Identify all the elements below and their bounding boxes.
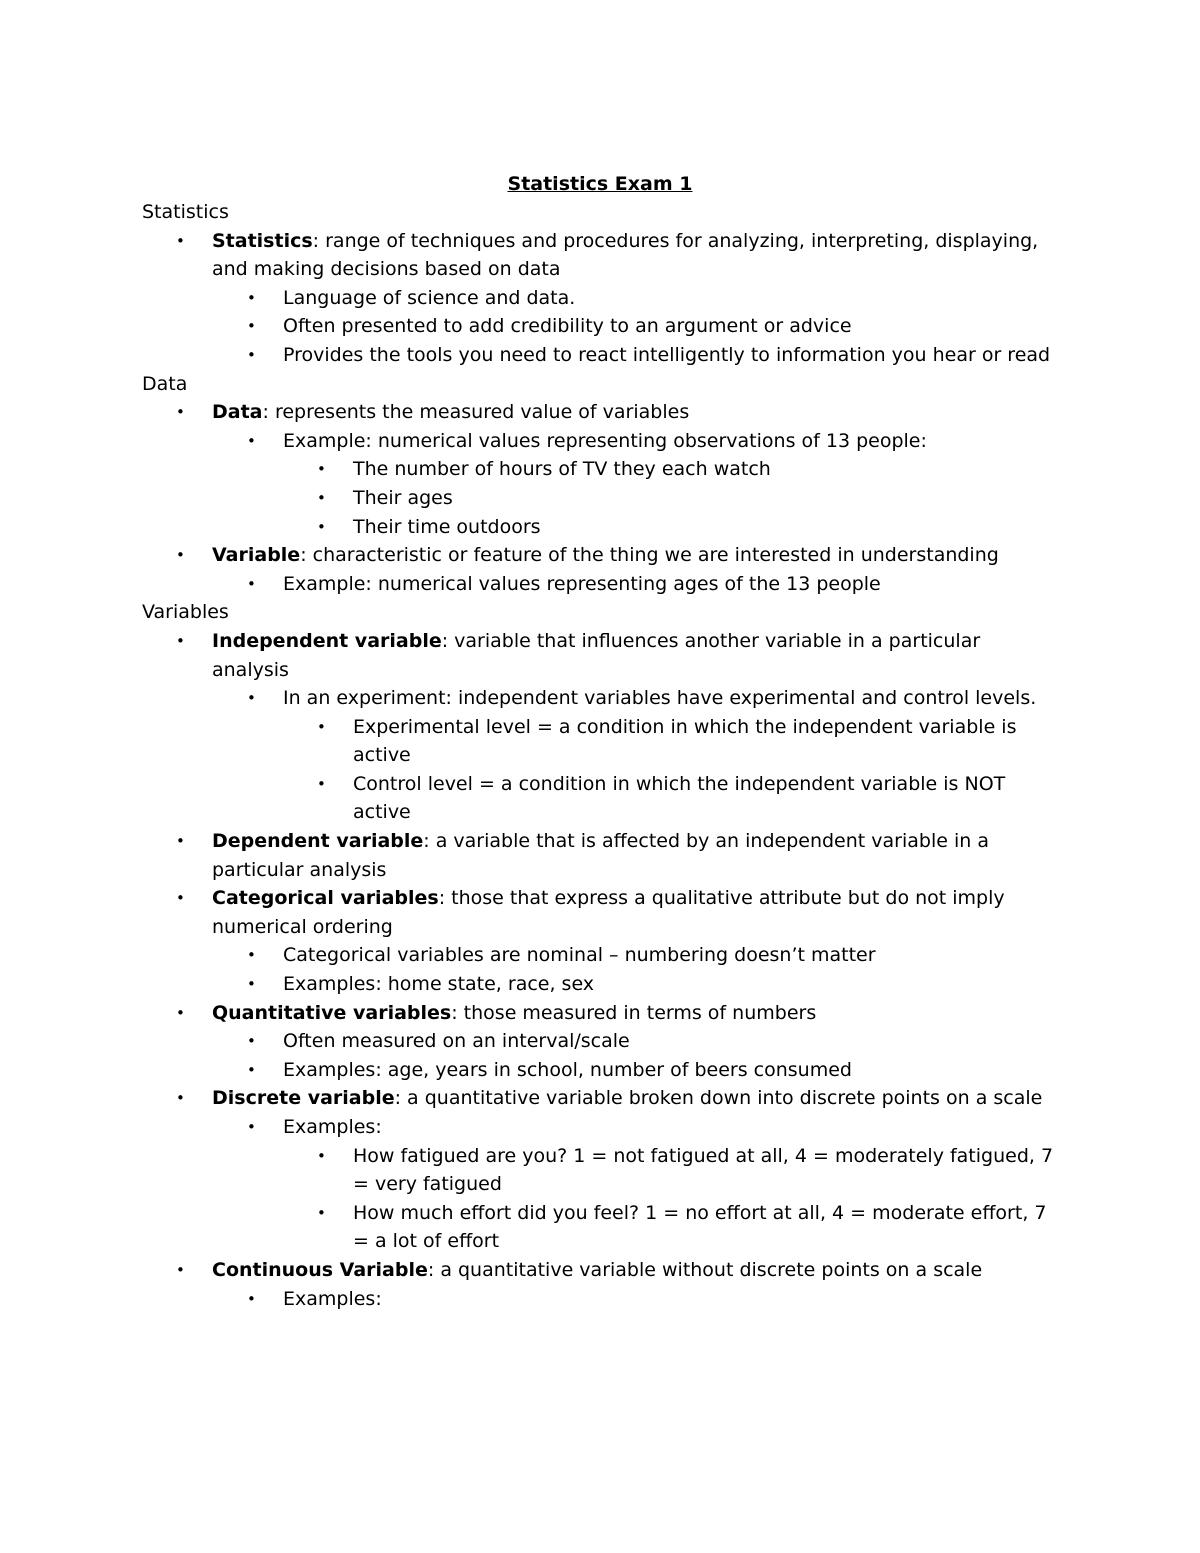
list-item: • Their time outdoors [142,513,1062,542]
list-item: • Examples: age, years in school, number of beers consumed [142,1056,1062,1085]
dependent-variable-definition [142,827,1062,884]
bullet-icon: • [317,717,326,736]
bullet-icon: • [247,1060,256,1079]
variables-list [142,627,1062,1313]
list-item: • Provides the tools you need to react intelligently to information you hear or read [142,341,1062,370]
section-heading-data: Data [142,372,188,395]
variable-definition [142,541,1062,570]
statistics-definition [142,227,1062,284]
list-item: • How much effort did you feel? 1 = no effort at all, 4 = moderate effort, 7 = a lot of effort [142,1199,1062,1256]
list-item: • How fatigued are you? 1 = not fatigued at all, 4 = moderately fatigued, 7 = very fatigued [142,1142,1062,1199]
bullet-icon: • [317,517,326,536]
definition-term: Dependent variable [212,830,424,853]
data-list [142,398,1062,598]
list-item: • Example: numerical values representing observations of 13 people: [142,427,1062,456]
definition-text: : characteristic or feature of the thing we are interested in understanding [300,544,999,567]
definition-text: : a quantitative variable without discrete points on a scale [427,1258,983,1281]
bullet-icon: • [247,345,256,364]
section-heading-statistics: Statistics [142,201,229,223]
section-heading-variables: Variables [142,601,229,624]
discrete-variable-definition [142,1084,1062,1113]
definition-text: : variable that influences another variable in a particular analysis [212,629,981,681]
list-item: • Example: numerical values representing ages of the 13 people [142,570,1062,599]
definition-text: : represents the measured value of variables [262,401,690,424]
bullet-icon: • [247,689,256,708]
bullet-icon: • [176,1089,185,1108]
bullet-icon: • [176,231,185,250]
bullet-icon: • [247,1118,256,1136]
definition-text: : those that express a qualitative attribute but do not imply numerical ordering [212,887,1005,938]
list-item: • Often presented to add credibility to an argument or advice [142,312,1062,341]
list-item: • Language of science and data. [142,284,1062,313]
definition-text: : those measured in terms of numbers [451,1001,817,1024]
list-item: • Often measured on an interval/scale [142,1027,1062,1056]
quantitative-variables-definition [142,999,1062,1028]
definition-term: Quantitative variables [212,1001,452,1024]
continuous-variable-definition [142,1256,1062,1285]
list-item: • Examples: [142,1113,1062,1142]
bullet-icon: • [247,288,256,307]
bullet-icon: • [247,431,256,450]
definition-term: Data [212,401,263,424]
data-definition [142,398,1062,427]
bullet-icon: • [317,488,326,507]
page-title: Statistics Exam 1 [507,173,693,195]
statistics-list [142,227,1062,370]
definition-term: Variable [212,544,301,567]
definition-term: Independent variable [212,629,442,652]
list-item: • Experimental level = a condition in which the independent variable is active [142,713,1062,770]
bullet-icon: • [247,1032,256,1051]
bullet-icon: • [317,774,326,793]
definition-text: : range of techniques and procedures for analyzing, interpreting, displaying, and making decisions based on data [212,229,1039,281]
bullet-icon: • [247,975,256,994]
definition-term: Continuous Variable [212,1258,428,1281]
bullet-icon: • [176,889,185,908]
bullet-icon: • [317,460,326,479]
bullet-icon: • [176,546,185,565]
document-body [142,198,1062,1313]
bullet-icon: • [176,403,185,422]
bullet-icon: • [176,1003,185,1022]
definition-term: Categorical variables [212,887,439,910]
list-item: • Examples: home state, race, sex [142,970,1062,999]
definition-text: : a variable that is affected by an independent variable in a particular analysis [212,830,989,881]
bullet-icon: • [247,1289,256,1308]
bullet-icon: • [247,946,256,965]
bullet-icon: • [317,1146,326,1165]
list-item: • Examples: [142,1285,1062,1314]
bullet-icon: • [247,574,256,593]
list-item: • The number of hours of TV they each watch [142,455,1062,484]
list-item: • Their ages [142,484,1062,513]
bullet-icon: • [247,317,256,336]
bullet-icon: • [317,1203,326,1222]
list-item: • Categorical variables are nominal – numbering doesn’t matter [142,941,1062,970]
bullet-icon: • [176,1260,185,1279]
list-item: • In an experiment: independent variables have experimental and control levels. [142,684,1062,713]
independent-variable-definition [142,627,1062,684]
bullet-icon: • [176,631,185,650]
bullet-icon: • [176,832,185,851]
definition-term: Discrete variable [212,1087,395,1110]
definition-text: : a quantitative variable broken down into discrete points on a scale [394,1087,1043,1110]
list-item: • Control level = a condition in which the independent variable is NOT active [142,770,1062,827]
definition-term: Statistics [212,229,313,252]
categorical-variables-definition [142,884,1062,941]
